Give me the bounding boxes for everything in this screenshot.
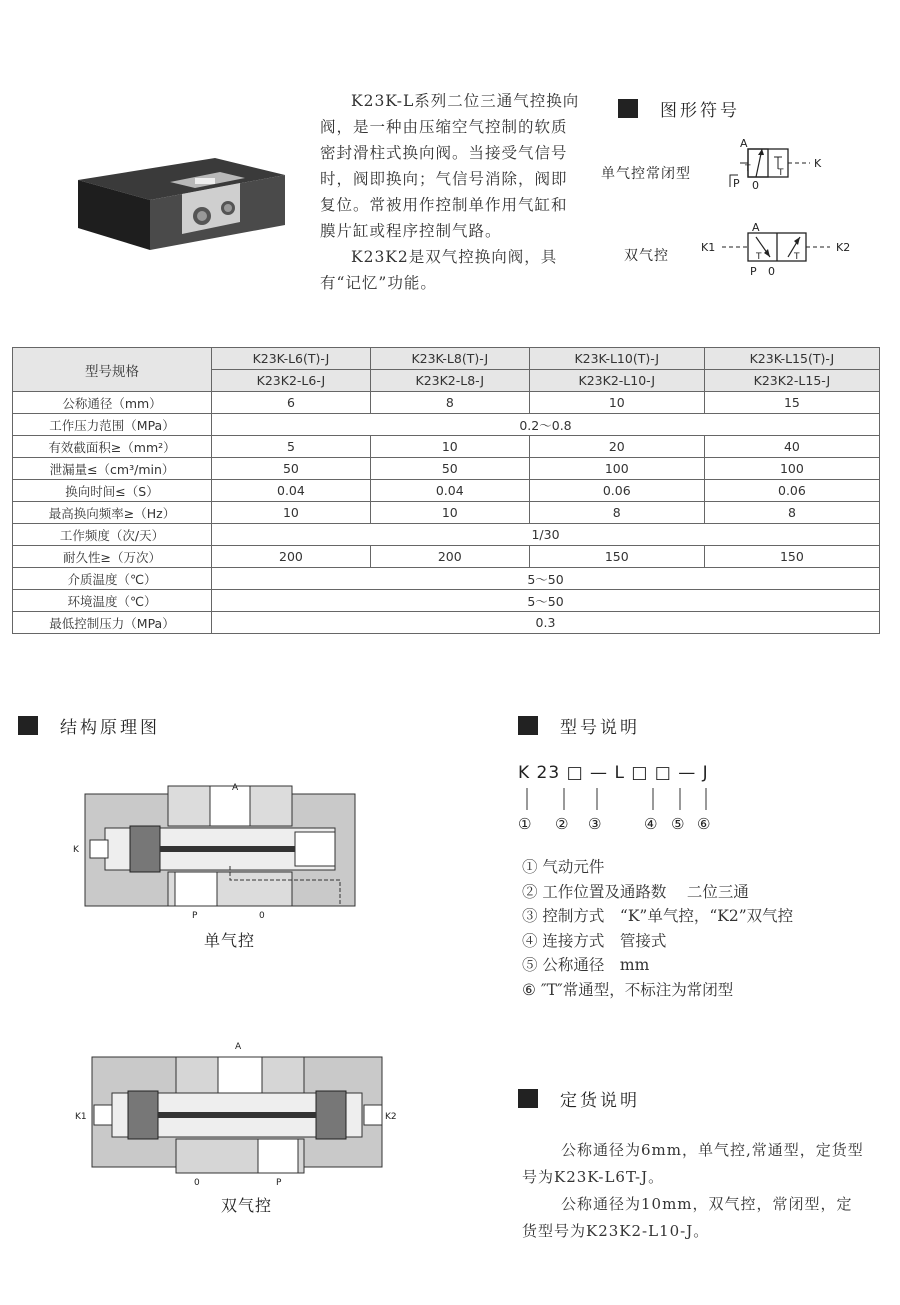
single-symbol-label: 单气控常闭型	[601, 166, 691, 182]
model-desc-heading: 型号说明	[518, 713, 640, 738]
single-control-structure-diagram	[70, 780, 370, 920]
model-code: K 23 □ — L □ □ — J	[518, 763, 709, 783]
spec-row	[13, 414, 880, 436]
spec-cell: 5～50	[212, 590, 880, 612]
spec-cell: 0.06	[529, 480, 704, 502]
struct1-port-a: A	[232, 783, 239, 793]
spec-cell: 10	[370, 502, 529, 524]
port-p-label: P	[733, 177, 740, 190]
legend-item: ② 工作位置及通路数 二位三通	[522, 882, 749, 901]
marker-4: ④	[644, 815, 658, 833]
spec-row-label: 换向时间≤（S）	[13, 480, 212, 502]
valve-symbols-diagram	[700, 135, 880, 285]
port-0-label: 0	[752, 179, 759, 192]
spec-row	[13, 502, 880, 524]
struct2-port-k1: K1	[75, 1112, 87, 1122]
marker-5: ⑤	[671, 815, 685, 833]
model-header-cell: K23K-L15(T)-J	[704, 348, 879, 370]
struct2-port-p: P	[276, 1178, 282, 1185]
order-heading: 定货说明	[518, 1086, 640, 1111]
square-bullet-icon	[18, 716, 38, 735]
spec-row-label: 介质温度（℃）	[13, 568, 212, 590]
model-header-cell: K23K2-L10-J	[529, 370, 704, 392]
spec-row-label: 泄漏量≤（cm³/min）	[13, 458, 212, 480]
spec-row-label: 最低控制压力（MPa）	[13, 612, 212, 634]
model-header-cell: K23K2-L6-J	[212, 370, 371, 392]
model-header-cell: K23K2-L8-J	[370, 370, 529, 392]
legend-item: ① 气动元件	[522, 858, 605, 876]
spec-cell: 0.3	[212, 612, 880, 634]
port-k1-label: K1	[701, 241, 716, 254]
spec-cell: 15	[704, 392, 879, 414]
spec-cell: 5	[212, 436, 371, 458]
legend-item: ④ 连接方式 管接式	[522, 931, 667, 950]
spec-cell: 150	[529, 546, 704, 568]
spec-row	[13, 612, 880, 634]
spec-row	[13, 392, 880, 414]
spec-row-label: 工作频度（次/天）	[13, 524, 212, 546]
spec-cell: 10	[370, 436, 529, 458]
port-k-label: K	[814, 157, 822, 170]
port-p-label-2: P	[750, 265, 757, 278]
spec-cell: 0.06	[704, 480, 879, 502]
legend-item: ⑤ 公称通径 mm	[522, 956, 650, 974]
spec-cell: 8	[370, 392, 529, 414]
port-0-label-2: 0	[768, 265, 775, 278]
square-bullet-icon	[518, 716, 538, 735]
port-t-label-1: T	[745, 164, 751, 174]
model-header-label: 型号规格	[13, 348, 212, 392]
model-code-markers	[512, 786, 732, 836]
spec-table	[12, 347, 880, 634]
legend-item: ③ 控制方式 “K”单气控，“K2”双气控	[522, 907, 794, 925]
port-a-label: A	[740, 137, 748, 150]
intro-paragraph-2: K23K2是双气控换向阀，具有“记忆”功能。	[320, 248, 558, 292]
spec-cell: 100	[704, 458, 879, 480]
struct1-port-0: 0	[259, 911, 265, 920]
spec-cell: 200	[370, 546, 529, 568]
spec-cell: 100	[529, 458, 704, 480]
marker-2: ②	[555, 815, 569, 833]
spec-cell: 10	[529, 392, 704, 414]
spec-cell: 0.04	[212, 480, 371, 502]
spec-cell: 5～50	[212, 568, 880, 590]
model-desc-legend	[522, 855, 793, 1002]
model-header-cell: K23K-L6(T)-J	[212, 348, 371, 370]
spec-cell: 8	[529, 502, 704, 524]
symbols-heading: 图形符号	[618, 96, 740, 121]
double-control-structure-diagram	[72, 1035, 412, 1185]
spec-row-label: 工作压力范围（MPa）	[13, 414, 212, 436]
spec-cell: 150	[704, 546, 879, 568]
struct1-port-k: K	[73, 845, 79, 855]
single-control-caption: 单气控	[204, 931, 256, 950]
model-header-cell: K23K-L10(T)-J	[529, 348, 704, 370]
spec-cell: 40	[704, 436, 879, 458]
spec-cell: 20	[529, 436, 704, 458]
spec-cell: 50	[370, 458, 529, 480]
spec-row-label: 公称通径（mm）	[13, 392, 212, 414]
valve-photo	[70, 150, 295, 255]
spec-row	[13, 568, 880, 590]
port-t-label-2: T	[778, 168, 784, 178]
spec-cell: 0.2～0.8	[212, 414, 880, 436]
spec-row	[13, 436, 880, 458]
double-symbol-label: 双气控	[624, 248, 669, 264]
spec-row-label: 环境温度（℃）	[13, 590, 212, 612]
intro-paragraph-1: K23K-L系列二位三通气控换向阀，是一种由压缩空气控制的软质密封滑柱式换向阀。当接受气信号时，阀即换向；气信号消除，阀即复位。常被用作控制单作用气缸和膜片缸或程序控制气路。	[320, 92, 580, 240]
spec-row-label: 耐久性≥（万次）	[13, 546, 212, 568]
struct2-port-a: A	[235, 1042, 242, 1052]
spec-row	[13, 524, 880, 546]
order-paragraph-2: 公称通径为10mm，双气控，常闭型，定货型号为K23K2-L10-J。	[522, 1195, 853, 1240]
spec-cell: 6	[212, 392, 371, 414]
struct2-port-0: 0	[194, 1178, 200, 1185]
spec-row-label: 最高换向频率≥（Hz）	[13, 502, 212, 524]
square-bullet-icon	[518, 1089, 538, 1108]
spec-cell: 50	[212, 458, 371, 480]
order-paragraph-1: 公称通径为6mm，单气控,常通型，定货型号为K23K-L6T-J。	[522, 1141, 864, 1186]
marker-3: ③	[588, 815, 602, 833]
struct2-port-k2: K2	[385, 1112, 397, 1122]
port-t-label-3: T	[756, 252, 762, 262]
spec-row	[13, 546, 880, 568]
double-control-caption: 双气控	[221, 1196, 273, 1215]
marker-1: ①	[518, 815, 532, 833]
order-text	[522, 1137, 867, 1245]
spec-cell: 200	[212, 546, 371, 568]
model-header-cell: K23K-L8(T)-J	[370, 348, 529, 370]
port-t-label-4: T	[794, 252, 800, 262]
spec-row	[13, 590, 880, 612]
spec-cell: 10	[212, 502, 371, 524]
port-a-label-2: A	[752, 221, 760, 234]
spec-row	[13, 458, 880, 480]
port-k2-label: K2	[836, 241, 851, 254]
spec-cell: 8	[704, 502, 879, 524]
spec-row-label: 有效截面积≥（mm²）	[13, 436, 212, 458]
structure-heading: 结构原理图	[18, 713, 160, 738]
spec-row	[13, 480, 880, 502]
struct1-port-p: P	[192, 911, 198, 920]
legend-item: ⑥ ″T″常通型，不标注为常闭型	[522, 980, 734, 999]
spec-cell: 0.04	[370, 480, 529, 502]
square-bullet-icon	[618, 99, 638, 118]
marker-6: ⑥	[697, 815, 711, 833]
model-header-cell: K23K2-L15-J	[704, 370, 879, 392]
intro-text	[320, 88, 582, 296]
spec-cell: 1/30	[212, 524, 880, 546]
